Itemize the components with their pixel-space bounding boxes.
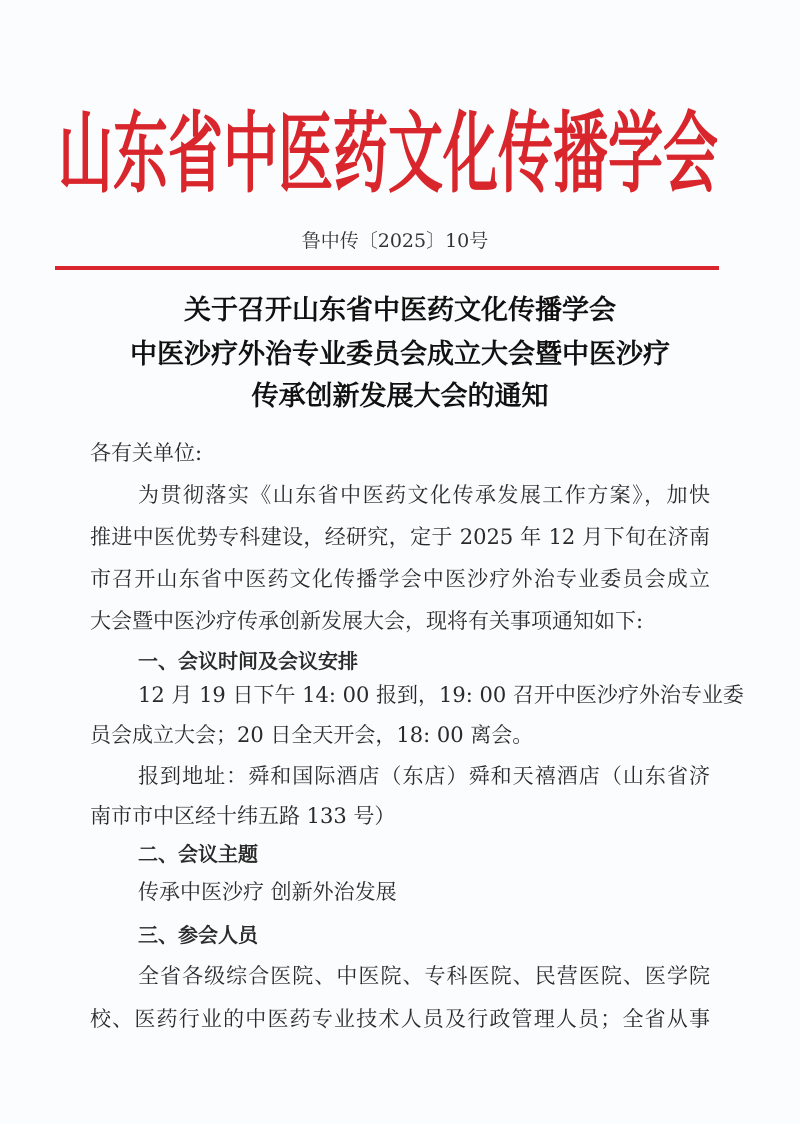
title-line-2: 中医沙疗外治专业委员会成立大会暨中医沙疗 — [130, 339, 670, 370]
organization-name: 山东省中医药文化传播学会 — [58, 102, 718, 202]
attendees-line: 校、医药行业的中医药专业技术人员及行政管理人员；全省从事 — [90, 1007, 710, 1031]
header-divider — [55, 266, 719, 270]
title-line-1: 关于召开山东省中医药文化传播学会 — [184, 295, 616, 326]
theme-text: 传承中医沙疗 创新外治发展 — [138, 880, 397, 904]
title-line-3: 传承创新发展大会的通知 — [251, 381, 549, 412]
intro-line: 推进中医优势专科建设，经研究，定于 2025 年 12 月下旬在济南 — [90, 525, 710, 549]
section-heading-3: 三、参会人员 — [138, 923, 258, 947]
document-number: 鲁中传〔2025〕10号 — [301, 230, 489, 252]
schedule-line: 员会成立大会；20 日全天开会，18: 00 离会。 — [90, 723, 534, 747]
organization-letterhead — [50, 92, 730, 202]
organization-letterhead-svg — [50, 92, 730, 202]
address-line: 报到地址：舜和国际酒店（东店）舜和天禧酒店（山东省济 — [138, 764, 710, 788]
attendees-line: 全省各级综合医院、中医院、专科医院、民营医院、医学院 — [138, 964, 710, 988]
intro-line: 市召开山东省中医药文化传播学会中医沙疗外治专业委员会成立 — [90, 567, 710, 591]
section-heading-2: 二、会议主题 — [138, 842, 258, 866]
intro-line: 大会暨中医沙疗传承创新发展大会，现将有关事项通知如下: — [90, 609, 644, 633]
intro-line: 为贯彻落实《山东省中医药文化传承发展工作方案》，加快 — [138, 483, 710, 507]
schedule-line: 12 月 19 日下午 14: 00 报到，19: 00 召开中医沙疗外治专业委 — [138, 683, 744, 707]
section-heading-1: 一、会议时间及会议安排 — [138, 649, 358, 673]
salutation: 各有关单位: — [90, 441, 203, 465]
address-line: 南市市中区经十纬五路 133 号） — [90, 804, 396, 828]
